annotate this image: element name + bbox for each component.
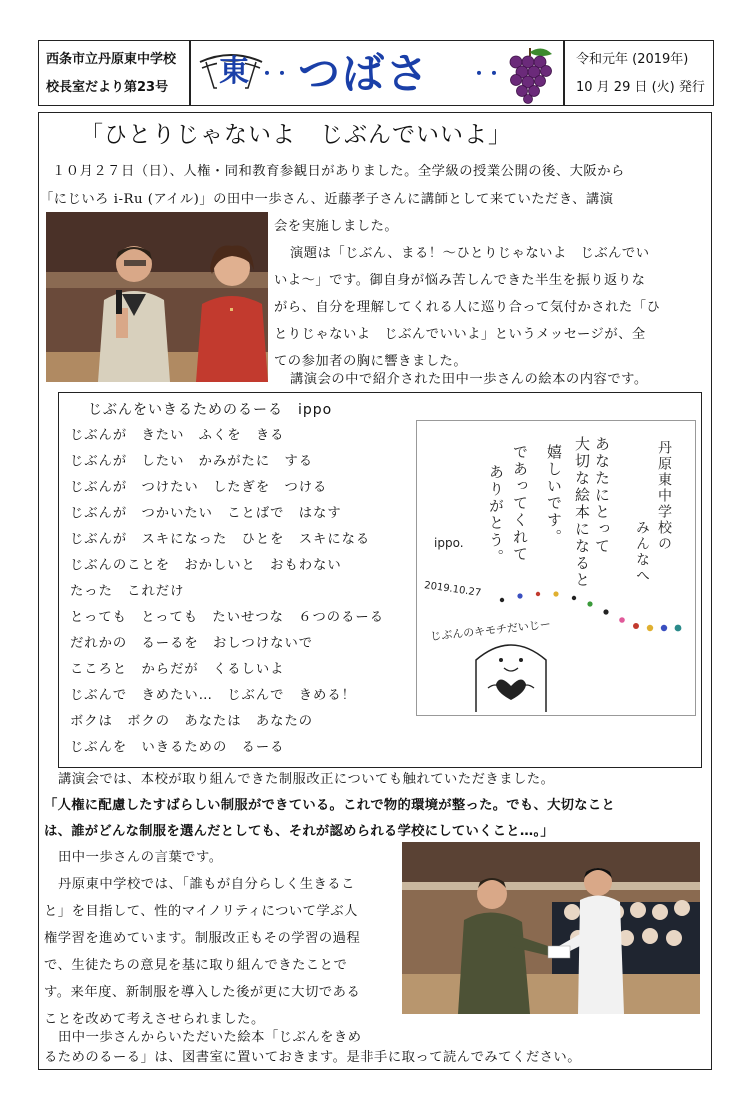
card-col-6: であってくれて <box>511 444 529 563</box>
poem-line: じぶんのことを おかしいと おもわない <box>70 558 342 573</box>
logo-dots-right: ・・ <box>470 64 500 85</box>
poem-line: こころと からだが くるしいよ <box>70 662 285 677</box>
quote-line-1: 「人権に配慮したすばらしい制服ができている。これで物的環境が整った。でも、大切なこと <box>44 798 616 813</box>
paragraph-2-line-5: ての参加者の胸に響きました。 <box>274 354 468 369</box>
logo-kanji: 東 <box>219 54 249 89</box>
paragraph-3-visible: 講演会の中で紹介された田中一歩さんの絵本の内容です。 <box>290 372 648 387</box>
logo-dots-left: ・・ <box>258 64 288 85</box>
poem-line: じぶんが スキになった ひとを スキになる <box>70 532 371 547</box>
article-title: 「ひとりじゃないよ じぶんでいいよ」 <box>80 122 512 148</box>
poem-line: だれかの るーるを おしつけないで <box>70 636 314 651</box>
card-date: 2019.10.27 <box>423 580 482 599</box>
card-signature: ippo. <box>434 536 464 550</box>
paragraph-2-line-3: がら、自分を理解してくれる人に巡り合って気付かされた「ひ <box>274 300 661 315</box>
logo-title: つばさ <box>298 49 431 98</box>
paragraph-6-line-5: す。来年度、新制服を導入した後が更に大切である <box>44 985 361 1000</box>
poem-line: じぶんで きめたい… じぶんで きめる！ <box>70 688 356 703</box>
smiling-character-icon <box>456 630 566 712</box>
paragraph-6-line-2: と」を目指して、性的マイノリティについて学ぶ人 <box>44 904 358 919</box>
paragraph-5: 田中一歩さんの言葉です。 <box>58 850 223 865</box>
paragraph-4: 講演会では、本校が取り組んできた制服改正についても触れていただきました。 <box>58 772 555 787</box>
poem-line: じぶんを いきるための るーる <box>70 740 285 755</box>
paragraph-2-line-1: 演題は「じぶん、まる！～ひとりじゃないよ じぶんでい <box>290 246 650 261</box>
poem-line: じぶんが つけたい したぎを つける <box>70 480 328 495</box>
card-col-4: 大切な絵本になると <box>573 436 591 589</box>
card-caption: じぶんのキモチだいじー <box>429 617 552 644</box>
paragraph-7-line-2: るためのるーる」は、図書室に置いておきます。是非手に取って読んでみてください。 <box>44 1050 582 1065</box>
newsletter-issue: 校長室だより第23号 <box>46 80 169 95</box>
card-col-3: あなたにとって <box>593 436 611 555</box>
card-col-1: 丹原東中学校の <box>656 440 672 552</box>
card-col-7: ありがとう。 <box>487 464 505 566</box>
lecture-photo <box>46 212 268 382</box>
poem-line: とっても とっても たいせつな ６つのるーる <box>70 610 384 625</box>
paragraph-1-line-1: １０月２７日（日）、人権・同和教育参観日がありました。全学級の授業公開の後、大阪から <box>52 164 625 179</box>
grape-icon <box>502 44 558 104</box>
poem-line: じぶんが したい かみがたに する <box>70 454 314 469</box>
poem-title: じぶんをいきるためのるーる ippo <box>88 402 333 418</box>
paragraph-7-line-1-visible: 田中一歩さんからいただいた絵本「じぶんをきめ <box>58 1030 362 1045</box>
paragraph-6-line-1: 丹原東中学校では、「誰もが自分らしく生きるこ <box>58 877 355 892</box>
paragraph-6-line-6: ことを改めて考えさせられました。 <box>44 1012 265 1027</box>
poem-line: じぶんが きたい ふくを きる <box>70 428 285 443</box>
poem-line: ボクは ボクの あなたは あなたの <box>70 714 314 729</box>
paragraph-6-line-4: で、生徒たちの意見を基に取り組んできたことで <box>44 958 348 973</box>
paragraph-6-line-3: 権学習を進めています。制服改正もその学習の過程 <box>44 931 361 946</box>
era-year: 令和元年 (2019年) <box>576 52 689 67</box>
quote-line-2: は、誰がどんな制服を選んだとしても、それが認められる学校にしていくこと…。」 <box>44 824 555 839</box>
card-col-2: みんなへ <box>634 520 650 584</box>
paragraph-2-line-2: いよ～」です。御自身が悩み苦しんできた半生を振り返りな <box>274 273 646 288</box>
paragraph-2-line-4: とりじゃないよ じぶんでいいよ」というメッセージが、全 <box>274 327 646 342</box>
poem-line: たった これだけ <box>70 584 185 599</box>
paragraph-1-line-2: 「にじいろ i-Ru (アイル)」の田中一歩さん、近藤孝子さんに講師として来ていただき、講演 <box>40 192 614 207</box>
card-col-5: 嬉しいです。 <box>545 444 563 546</box>
issue-date: 10 月 29 日 (火) 発行 <box>576 80 705 95</box>
paragraph-1-line-3: 会を実施しました。 <box>274 219 399 234</box>
poem-line: じぶんが つかいたい ことばで はなす <box>70 506 342 521</box>
uniform-presentation-photo <box>402 842 700 1014</box>
school-name: 西条市立丹原東中学校 <box>46 52 177 67</box>
